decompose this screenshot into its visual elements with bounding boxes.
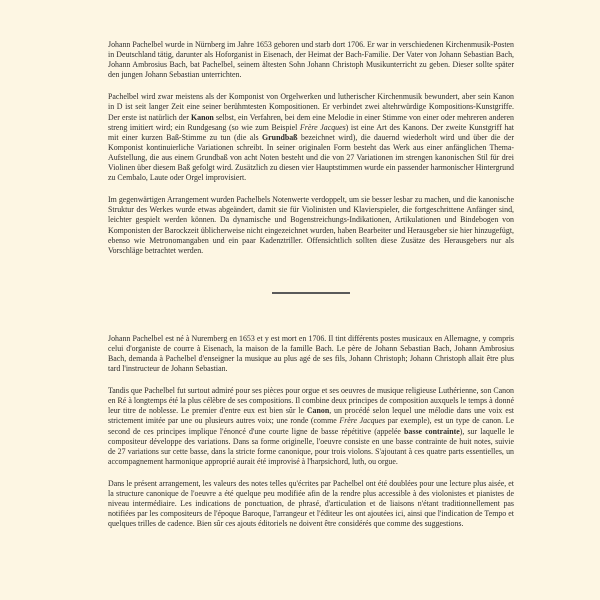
german-p2-text-c: ) ist eine Art des Kanons. Der zweite Kunstgriff hat mit einer kurzen Baß-Stimme zu tun (die als — [108, 122, 515, 142]
french-p2-text-a: Tandis que Pachelbel fut surtout admiré pour ses pièces pour orgue et ses oeuvres de musique religieuse Luthérienne, son Canon en Ré à longtemps été la plus célèbre de ses compositions. Il combine deux principes de composition auxquels le temps à donné leur titre de noblesse. Le premier d'entre eux est bien sûr le — [108, 386, 514, 416]
section-divider — [272, 292, 350, 294]
french-paragraph-2 — [108, 386, 514, 467]
german-frere-jacques: Frère Jacques — [299, 122, 346, 132]
german-p2-text-a: Pachelbel wird zwar meistens als der Komponist von Orgelwerken und lutherischer Kirchenmusik bewundert, aber sein Kanon in D ist seit langer Zeit eine seiner berühmtesten Kompositionen. Er verbindet zwei altehrwürdige Kompositions-Kunstgriffe. Der erste ist natürlich der — [108, 92, 514, 122]
french-paragraph-3: Dans le présent arrangement, les valeurs des notes telles qu'écrites par Pachelbel ont été doublées pour une lecture plus aisée, et la structure canonique de l'oeuvre a été quelque peu modifiée afin de la rendre plus accessible à des violonistes et pianistes de niveau intermédiaire. Les indications de ponctuation, de phrasé, d'articulation et de liaisons n'étant traditionnellement pas notifiées par les compositeurs de l'époque Baroque, l'arrangeur et l'éditeur les ont ajoutées ici, ainsi que l'indication de Tempo et quelques trilles de cadence. Bien sûr ces ajouts éditoriels ne doivent être considérés que comme des suggestions. — [108, 478, 514, 529]
french-p2-text-d: ), sur laquelle le compositeur développe des variations. Dans sa forme originelle, l'oeuvre consiste en une basse contrainte de huit notes, suivie de 27 variations sur cette basse, dans la stricte forme canonique, pour trois violons. S'ajoutant à ces quatre parts essentielles, un accompagnement harmonique approprié aurait été improvisé à l'harpsichord, luth, ou orgue. — [108, 426, 514, 466]
german-paragraph-1: Johann Pachelbel wurde in Nürnberg im Jahre 1653 geboren und starb dort 1706. Er war in verschiedenen Kirchenmusik-Posten in Deutschland tätig, darunter als Hoforganist in Eisenach, der Heimat der Bach-Familie. Der Vater von Johann Sebastian Bach, Johann Ambrosius Bach, bat Pachelbel, seinem ältesten Sohn Johann Christoph Musikunterricht zu geben. Dieser sollte später den jungen Johann Sebastian unterrichten. — [108, 40, 514, 80]
french-p2-text-b: , un procédé selon lequel une mélodie dans une voix est strictement imitée par une ou plusieurs autres voix; une ronde (comme — [108, 406, 514, 426]
french-paragraph-1: Johann Pachelbel est né à Nuremberg en 1653 et y est mort en 1706. Il tint différents postes musicaux en Allemagne, y compris celui d'organiste de courre à Eisenach, la maison de la famille Bach. Le père de Johann Sebastian Bach, Johann Ambrosius Bach, demanda à Pachelbel d'enseigner la musique au plus agé de ses fils, Johann Christoph; Johann Christoph allait être plus tard l'instructeur de Johann Sebastian. — [108, 333, 514, 374]
german-p2-text-d: bezeichnet wird), die dauernd wiederholt wird und über die der Komponist kontinuierliche Variationen schreibt. In seiner originalen Form besteht das Werk aus einer anfänglichen Thema-Aufstellung, die aus einem Grundbaß von acht Noten besteht und die von 27 Variationen im strengen kanonischen Stil für drei Violinen über diesem Baß gefolgt wird. Zusätzlich zu diesen vier Hauptstimmen wurde ein passender harmonischer Hintergrund zu Cembalo, Laute oder Orgel improvisiert. — [108, 132, 514, 183]
german-paragraph-3: Im gegenwärtigen Arrangement wurden Pachelbels Notenwerte verdoppelt, um sie besser lesbar zu machen, und die kanonische Struktur des Werkes wurde etwas abgeändert, damit sie für Violinisten und Klavierspieler, die fortgeschrittene Anfänger sind, leichter gespielt werden können. Da dynamische und Bogenstreichungs-Indikationen, Artikulationen und Bindebogen von Komponisten der Barockzeit üblicherweise nicht eingezeichnet wurden, haben Bearbeiter und Herausgeber sie hier hinzugefügt, ebenso wie Metronomangaben und ein paar Kadenztriller. Offensichtlich sollten diese Zusätze des Herausgebers nur als Vorschläge betrachtet werden. — [108, 195, 514, 255]
german-p2-text-b: selbst, ein Verfahren, bei dem eine Melodie in einer Stimme von einer oder mehreren anderen streng imitiert wird; ein Rundgesang (so wie zum Beispiel — [108, 112, 514, 132]
german-kanon-term: Kanon — [191, 112, 214, 122]
french-frere-jacques: Frère Jacques — [339, 416, 386, 426]
german-paragraph-2 — [108, 92, 514, 183]
german-section — [108, 40, 514, 256]
german-grundbass-term: Grundbaß — [262, 132, 298, 142]
french-canon-term: Canon — [306, 406, 330, 416]
french-section — [108, 334, 514, 530]
french-basse-term: basse contrainte — [404, 426, 460, 436]
french-p2-text-c: par exemple), est un type de canon. Le second de ces principes implique l'énoncé d'une courte ligne de basse répétitive (appelée — [108, 416, 514, 436]
